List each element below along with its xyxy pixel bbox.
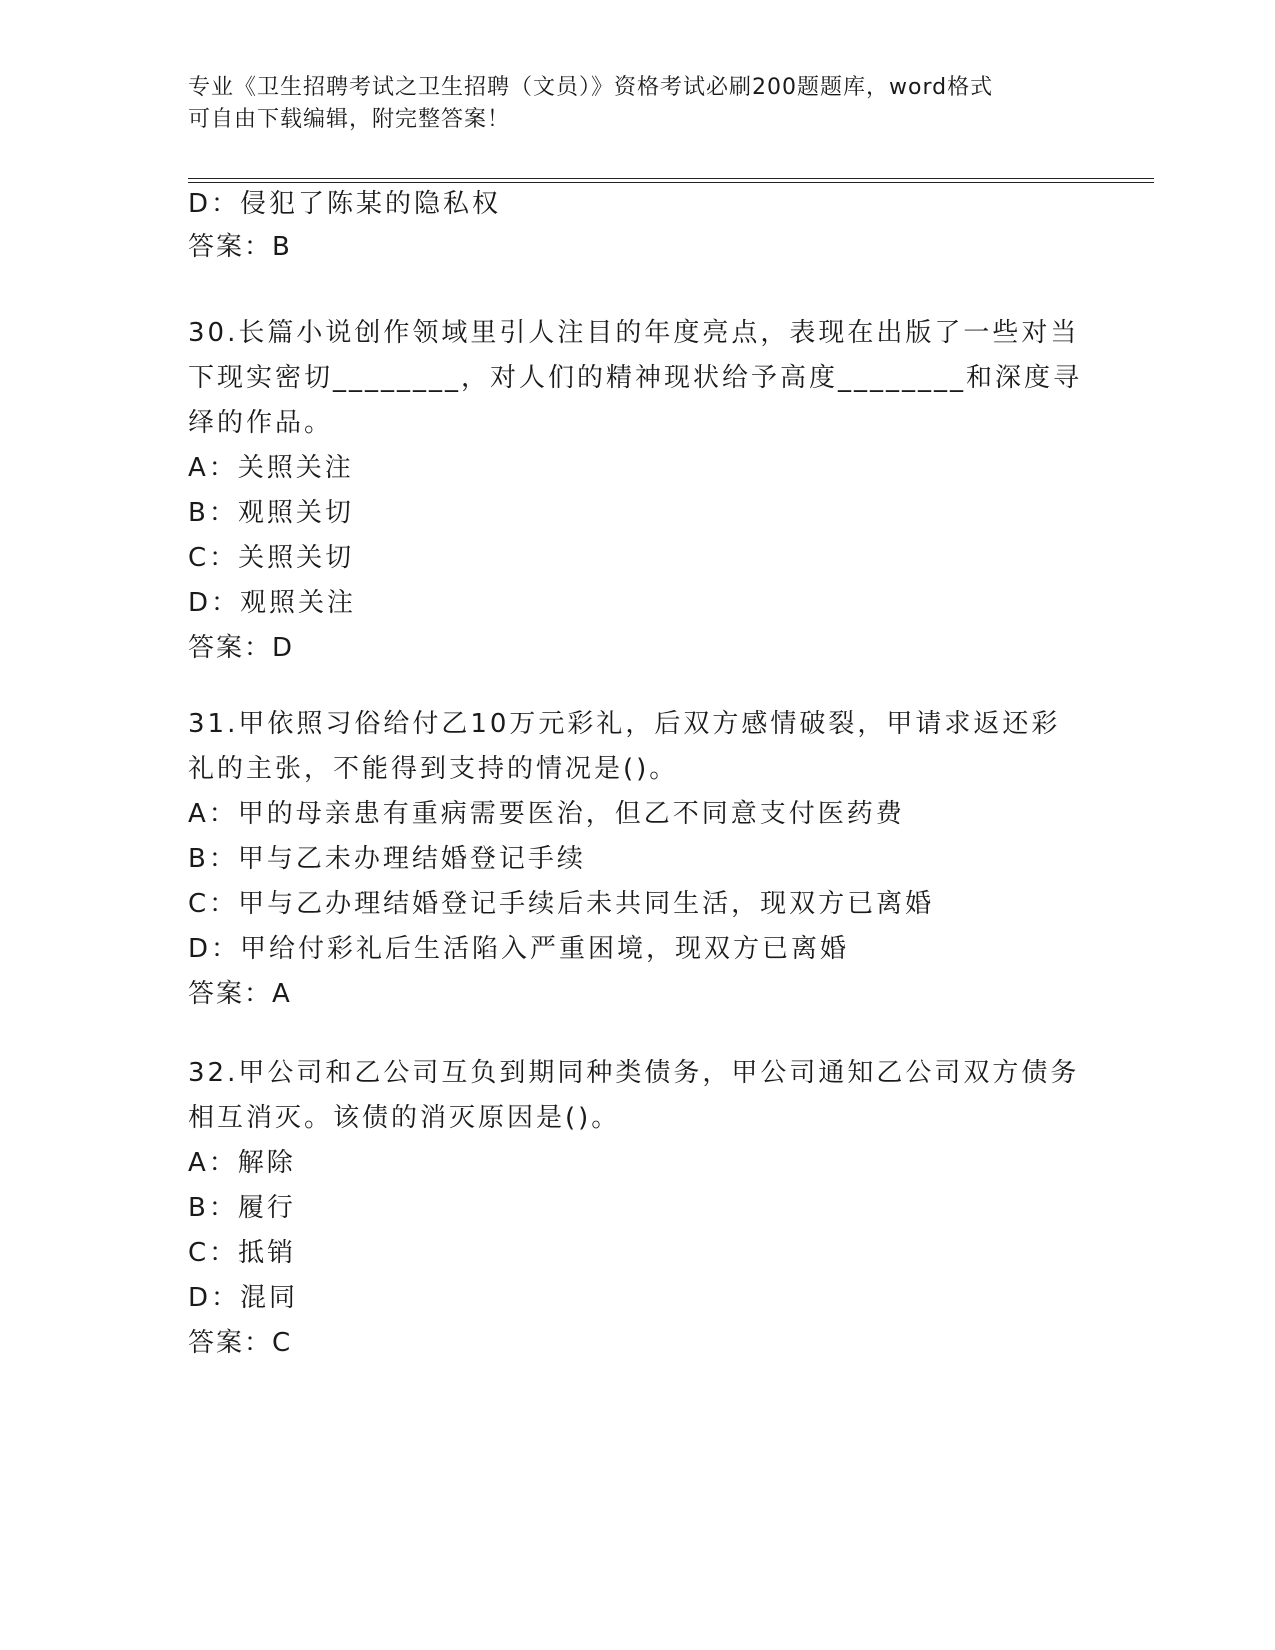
question-stem-line: 礼的主张，不能得到支持的情况是()。 xyxy=(188,754,679,784)
question-stem-line: 绎的作品。 xyxy=(188,408,334,438)
option-b: B：甲与乙未办理结婚登记手续 xyxy=(188,844,586,874)
question-30 xyxy=(188,311,1088,671)
question-stem-line: 31.甲依照习俗给付乙10万元彩礼，后双方感情破裂，甲请求返还彩 xyxy=(188,709,1061,739)
option-a: A：甲的母亲患有重病需要医治，但乙不同意支付医药费 xyxy=(188,799,905,829)
answer: 答案：C xyxy=(188,1328,293,1358)
header-line-1: 专业《卫生招聘考试之卫生招聘（文员）》资格考试必刷200题题库，word格式 xyxy=(188,75,994,100)
answer: 答案：A xyxy=(188,979,292,1009)
question-stem-line: 30.长篇小说创作领域里引人注目的年度亮点，表现在出版了一些对当 xyxy=(188,318,1080,348)
option-d: D：甲给付彩礼后生活陷入严重困境，现双方已离婚 xyxy=(188,934,850,964)
option-d: D：观照关注 xyxy=(188,588,357,618)
option-c: C：抵销 xyxy=(188,1238,297,1268)
prev-option-d: D：侵犯了陈某的隐私权 xyxy=(188,189,502,219)
question-stem-line: 相互消灭。该债的消灭原因是()。 xyxy=(188,1103,621,1133)
question-stem-line: 32.甲公司和乙公司互负到期同种类债务，甲公司通知乙公司双方债务 xyxy=(188,1058,1080,1088)
question-stem-line: 下现实密切________，对人们的精神现状给予高度________和深度寻 xyxy=(188,363,1083,393)
option-a: A：解除 xyxy=(188,1148,296,1178)
header-line-2: 可自由下载编辑，附完整答案！ xyxy=(188,107,511,132)
question-32 xyxy=(188,1051,1088,1366)
option-c: C：关照关切 xyxy=(188,543,355,573)
document-header xyxy=(188,72,1088,136)
option-d: D：混同 xyxy=(188,1283,299,1313)
option-c: C：甲与乙办理结婚登记手续后未共同生活，现双方已离婚 xyxy=(188,889,935,919)
question-31 xyxy=(188,702,1088,1017)
option-b: B：观照关切 xyxy=(188,498,354,528)
option-a: A：关照关注 xyxy=(188,453,354,483)
option-b: B：履行 xyxy=(188,1193,296,1223)
prev-answer: 答案：B xyxy=(188,232,292,262)
answer: 答案：D xyxy=(188,633,295,663)
